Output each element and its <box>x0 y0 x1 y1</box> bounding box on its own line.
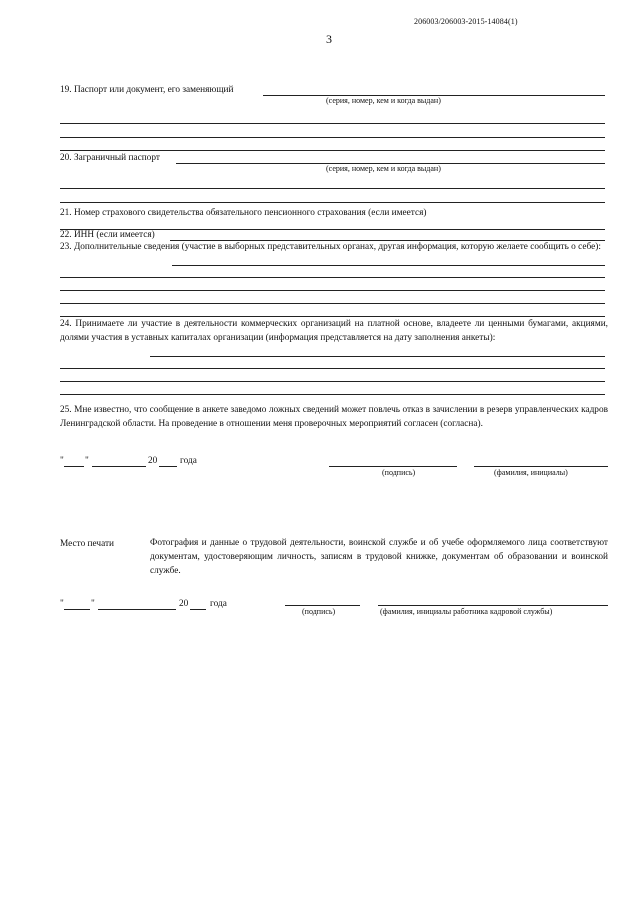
q22-label: 22. ИНН (если имеется) <box>60 230 155 240</box>
applicant-signature-hint: (подпись) <box>382 468 416 477</box>
q24-extra-line-3[interactable] <box>60 394 605 395</box>
q23-extra-line-1[interactable] <box>60 277 605 278</box>
hr-name-hint: (фамилия, инициалы работника кадровой службы) <box>380 607 553 616</box>
hr-day-field[interactable] <box>64 609 90 610</box>
applicant-name-hint: (фамилия, инициалы) <box>494 468 568 477</box>
applicant-date-quote-close: " <box>85 456 89 466</box>
applicant-year-prefix: 20 <box>148 456 158 466</box>
q24-extra-line-2[interactable] <box>60 381 605 382</box>
applicant-day-field[interactable] <box>64 466 84 467</box>
applicant-year-field[interactable] <box>159 466 177 467</box>
applicant-year-suffix: года <box>180 456 197 466</box>
q25-consent-text: 25. Мне известно, что сообщение в анкете заведомо ложных сведений может повлечь отказ в зачислении в резерв управленческих кадров Ленинградской области. На проведение в отношении меня проверочных мероприятий согласен (согласна). <box>60 405 608 429</box>
hr-year-suffix: года <box>210 599 227 609</box>
hr-year-field[interactable] <box>190 609 206 610</box>
applicant-signature-line[interactable] <box>329 466 457 467</box>
q19-label: 19. Паспорт или документ, его заменяющий <box>60 85 234 95</box>
q19-extra-line-2[interactable] <box>60 137 605 138</box>
hr-date-quote-close: " <box>91 599 95 609</box>
applicant-date-quote-open: " <box>60 456 64 466</box>
applicant-name-line[interactable] <box>474 466 608 467</box>
q20-label: 20. Заграничный паспорт <box>60 153 160 163</box>
q23-extra-line-2[interactable] <box>60 290 605 291</box>
hr-name-line[interactable] <box>378 605 608 606</box>
q20-extra-line-1[interactable] <box>60 188 605 189</box>
hr-date-quote-open: " <box>60 599 64 609</box>
q19-extra-line-1[interactable] <box>60 123 605 124</box>
q23-extra-line-3[interactable] <box>60 303 605 304</box>
q23-input-line[interactable] <box>172 265 605 266</box>
q19-hint: (серия, номер, кем и когда выдан) <box>326 96 441 105</box>
q21-label: 21. Номер страхового свидетельства обязательного пенсионного страхования (если имеется) <box>60 208 427 218</box>
verification-text: Фотография и данные о трудовой деятельности, воинской службе и об учебе оформляемого лица соответствуют документам, удостоверяющим личность, записям в трудовой книжке, документам об образовании и воинской службе. <box>150 538 608 576</box>
hr-signature-hint: (подпись) <box>302 607 336 616</box>
document-id: 206003/206003-2015-14084(1) <box>414 17 518 26</box>
seal-place-label: Место печати <box>60 539 115 549</box>
hr-year-prefix: 20 <box>179 599 189 609</box>
q24-label: 24. Принимаете ли участие в деятельности коммерческих организаций на платной основе, владеете ли ценными бумагами, акциями, долями участия в уставных капиталах организации (информация представляется на дату заполнения анкеты): <box>60 319 608 343</box>
page-number: 3 <box>326 32 332 46</box>
q20-hint: (серия, номер, кем и когда выдан) <box>326 164 441 173</box>
q19-extra-line-3[interactable] <box>60 150 605 151</box>
applicant-month-field[interactable] <box>92 466 146 467</box>
q24-input-line[interactable] <box>150 356 605 357</box>
q20-extra-line-2[interactable] <box>60 202 605 203</box>
hr-month-field[interactable] <box>98 609 176 610</box>
q23-label: 23. Дополнительные сведения (участие в выборных представительных органах, другая информация, которую желаете сообщить о себе): <box>60 242 601 252</box>
q24-extra-line-1[interactable] <box>60 368 605 369</box>
hr-signature-line[interactable] <box>285 605 360 606</box>
